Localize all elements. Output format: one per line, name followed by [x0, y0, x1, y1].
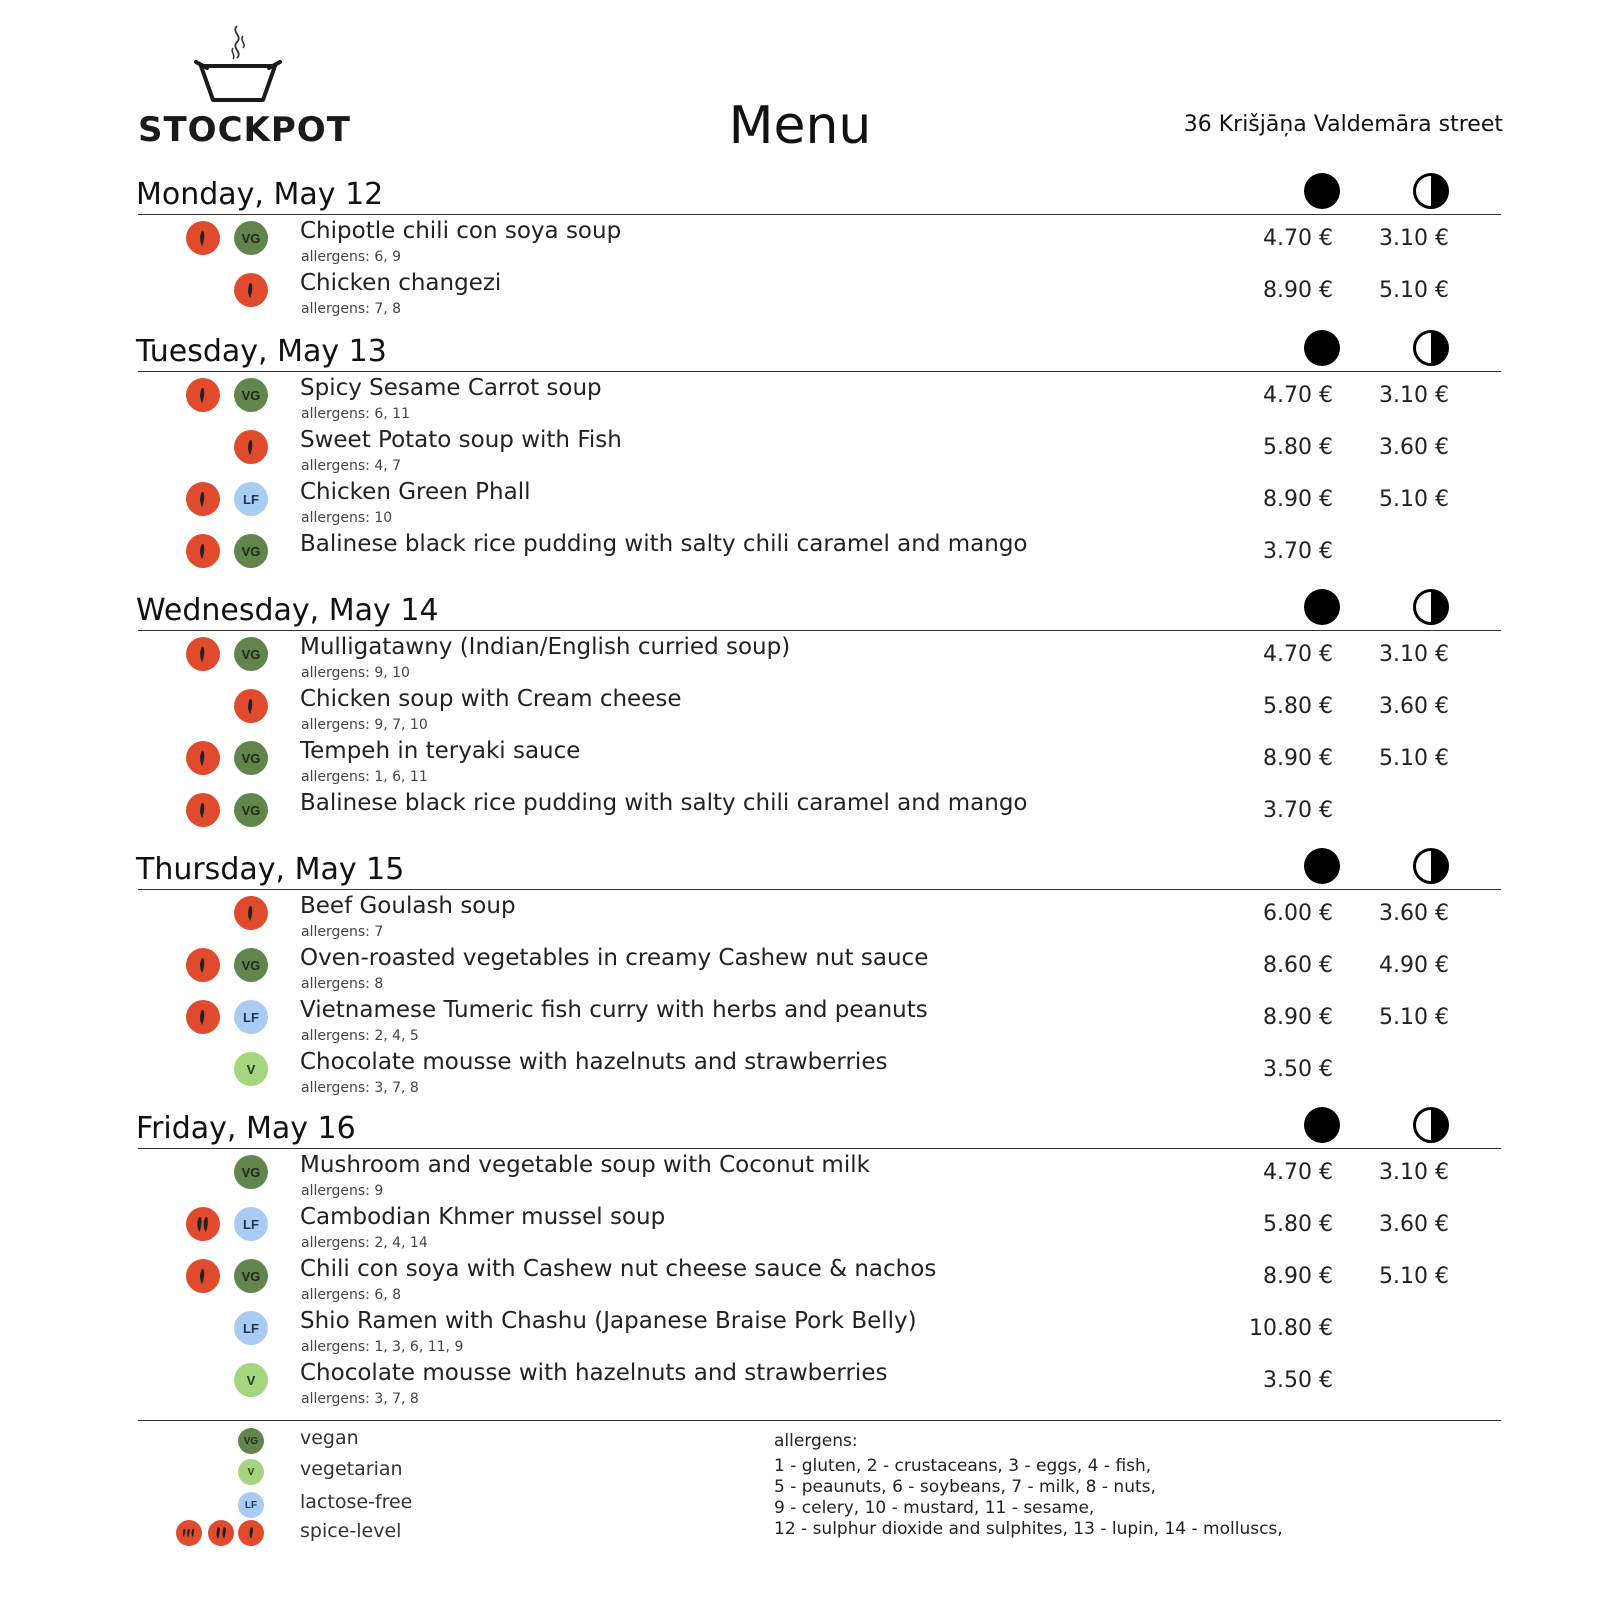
price-half-portion: 3.60 € — [1379, 435, 1449, 460]
day-section — [138, 849, 1501, 1098]
dish-row — [138, 424, 1501, 476]
vegan-badge-icon: VG — [234, 378, 268, 412]
allergen-key-line: 9 - celery, 10 - mustard, 11 - sesame, — [774, 1498, 1095, 1518]
price-full-portion: 8.90 € — [1263, 1264, 1333, 1289]
day-header — [138, 590, 1501, 631]
dish-allergens: allergens: 9 — [301, 1183, 384, 1199]
price-full-portion: 8.60 € — [1263, 953, 1333, 978]
allergen-key-title: allergens: — [774, 1431, 858, 1451]
dish-row — [138, 528, 1501, 580]
price-half-portion: 4.90 € — [1379, 953, 1449, 978]
dish-row — [138, 1253, 1501, 1305]
legend-lactose-free — [138, 1489, 738, 1519]
price-half-portion: 3.60 € — [1379, 1212, 1449, 1237]
dish-row — [138, 631, 1501, 683]
day-name: Thursday, May 15 — [136, 852, 405, 887]
chili-icon — [186, 1000, 220, 1034]
dish-name: Mushroom and vegetable soup with Coconut milk — [300, 1152, 870, 1178]
vegan-badge-icon: VG — [238, 1428, 264, 1454]
day-header — [138, 1108, 1501, 1149]
day-name: Wednesday, May 14 — [136, 593, 439, 628]
chili-icon — [234, 273, 268, 307]
full-circle-icon — [1304, 330, 1340, 366]
dish-name: Spicy Sesame Carrot soup — [300, 375, 602, 401]
chili-icon — [186, 741, 220, 775]
legend-vegetarian — [138, 1456, 738, 1486]
price-half-portion: 3.60 € — [1379, 694, 1449, 719]
chili-icon — [186, 221, 220, 255]
dish-row — [138, 1201, 1501, 1253]
dish-row — [138, 1149, 1501, 1201]
legend-lactose-free-label: lactose-free — [300, 1491, 413, 1513]
price-half-portion: 3.10 € — [1379, 226, 1449, 251]
dish-name: Balinese black rice pudding with salty chili caramel and mango — [300, 531, 1028, 557]
vegan-badge-icon: VG — [234, 793, 268, 827]
dish-allergens: allergens: 8 — [301, 976, 384, 992]
price-full-portion: 4.70 € — [1263, 226, 1333, 251]
vegan-badge-icon: VG — [234, 1155, 268, 1189]
price-full-portion: 8.90 € — [1263, 1005, 1333, 1030]
price-full-portion: 5.80 € — [1263, 694, 1333, 719]
dish-allergens: allergens: 3, 7, 8 — [301, 1391, 419, 1407]
logo-text: STOCKPOT — [138, 110, 351, 150]
price-full-portion: 8.90 € — [1263, 746, 1333, 771]
dish-name: Shio Ramen with Chashu (Japanese Braise Pork Belly) — [300, 1308, 917, 1334]
dish-name: Chocolate mousse with hazelnuts and strawberries — [300, 1049, 888, 1075]
chili-icon — [234, 430, 268, 464]
price-full-portion: 3.70 € — [1263, 798, 1333, 823]
dish-row — [138, 1357, 1501, 1409]
allergen-key-line: 1 - gluten, 2 - crustaceans, 3 - eggs, 4 - fish, — [774, 1456, 1152, 1476]
dish-name: Chicken changezi — [300, 270, 502, 296]
full-circle-icon — [1304, 1107, 1340, 1143]
dish-name: Cambodian Khmer mussel soup — [300, 1204, 666, 1230]
price-full-portion: 3.50 € — [1263, 1368, 1333, 1393]
dish-row — [138, 372, 1501, 424]
half-circle-icon — [1413, 848, 1449, 884]
half-circle-icon — [1413, 173, 1449, 209]
restaurant-address: 36 Krišjāņa Valdemāra street — [1183, 112, 1503, 137]
chili-double-icon — [186, 1207, 220, 1241]
lactose-free-badge-icon: LF — [234, 1000, 268, 1034]
dish-row — [138, 267, 1501, 319]
day-section — [138, 174, 1501, 319]
legend-spice-level-label: spice-level — [300, 1520, 402, 1542]
day-header — [138, 849, 1501, 890]
price-full-portion: 3.70 € — [1263, 539, 1333, 564]
dish-name: Vietnamese Tumeric fish curry with herbs and peanuts — [300, 997, 928, 1023]
dish-row — [138, 1046, 1501, 1098]
vegetarian-badge-icon: V — [234, 1052, 268, 1086]
price-full-portion: 4.70 € — [1263, 383, 1333, 408]
price-half-portion: 5.10 € — [1379, 1005, 1449, 1030]
dish-name: Chicken Green Phall — [300, 479, 531, 505]
day-name: Tuesday, May 13 — [136, 334, 387, 369]
day-section — [138, 590, 1501, 839]
full-circle-icon — [1304, 173, 1340, 209]
price-full-portion: 8.90 € — [1263, 487, 1333, 512]
dish-allergens: allergens: 6, 9 — [301, 249, 402, 265]
spice-level-2-icon — [208, 1520, 234, 1546]
price-full-portion: 6.00 € — [1263, 901, 1333, 926]
lactose-free-badge-icon: LF — [234, 1207, 268, 1241]
page-title: Menu — [728, 96, 872, 156]
dish-allergens: allergens: 7 — [301, 924, 384, 940]
price-full-portion: 3.50 € — [1263, 1057, 1333, 1082]
price-half-portion: 5.10 € — [1379, 1264, 1449, 1289]
chili-icon — [186, 1259, 220, 1293]
dish-allergens: allergens: 10 — [301, 510, 393, 526]
allergen-key — [774, 1431, 1283, 1540]
lactose-free-badge-icon: LF — [234, 482, 268, 516]
half-circle-icon — [1413, 589, 1449, 625]
dish-name: Chocolate mousse with hazelnuts and strawberries — [300, 1360, 888, 1386]
dish-allergens: allergens: 6, 8 — [301, 1287, 402, 1303]
price-full-portion: 5.80 € — [1263, 1212, 1333, 1237]
dish-name: Chili con soya with Cashew nut cheese sauce & nachos — [300, 1256, 937, 1282]
chili-icon — [186, 793, 220, 827]
dish-allergens: allergens: 9, 7, 10 — [301, 717, 428, 733]
vegan-badge-icon: VG — [234, 948, 268, 982]
price-full-portion: 4.70 € — [1263, 642, 1333, 667]
dish-row — [138, 1305, 1501, 1357]
vegetarian-badge-icon: V — [238, 1459, 264, 1485]
dish-allergens: allergens: 2, 4, 5 — [301, 1028, 419, 1044]
legend — [138, 1420, 1501, 1621]
dish-allergens: allergens: 3, 7, 8 — [301, 1080, 419, 1096]
price-half-portion: 3.60 € — [1379, 901, 1449, 926]
dish-name: Chipotle chili con soya soup — [300, 218, 622, 244]
price-half-portion: 5.10 € — [1379, 746, 1449, 771]
dish-name: Mulligatawny (Indian/English curried soup) — [300, 634, 791, 660]
legend-vegetarian-label: vegetarian — [300, 1458, 403, 1480]
full-circle-icon — [1304, 589, 1340, 625]
price-full-portion: 5.80 € — [1263, 435, 1333, 460]
vegetarian-badge-icon: V — [234, 1363, 268, 1397]
dish-allergens: allergens: 6, 11 — [301, 406, 410, 422]
lactose-free-badge-icon: LF — [238, 1492, 264, 1518]
dish-name: Chicken soup with Cream cheese — [300, 686, 682, 712]
lactose-free-badge-icon: LF — [234, 1311, 268, 1345]
dish-name: Oven-roasted vegetables in creamy Cashew nut sauce — [300, 945, 929, 971]
dish-row — [138, 735, 1501, 787]
chili-icon — [186, 948, 220, 982]
legend-vegan — [138, 1425, 738, 1455]
chili-icon — [186, 637, 220, 671]
chili-icon — [186, 534, 220, 568]
price-half-portion: 3.10 € — [1379, 1160, 1449, 1185]
chili-icon — [186, 378, 220, 412]
day-name: Monday, May 12 — [136, 177, 384, 212]
dish-name: Balinese black rice pudding with salty chili caramel and mango — [300, 790, 1028, 816]
dish-name: Tempeh in teryaki sauce — [300, 738, 581, 764]
dish-row — [138, 787, 1501, 839]
price-half-portion: 3.10 € — [1379, 383, 1449, 408]
spice-level-3-icon — [176, 1520, 202, 1546]
full-circle-icon — [1304, 848, 1340, 884]
dish-allergens: allergens: 1, 3, 6, 11, 9 — [301, 1339, 464, 1355]
legend-spice-level — [138, 1518, 738, 1548]
dish-allergens: allergens: 2, 4, 14 — [301, 1235, 428, 1251]
price-full-portion: 8.90 € — [1263, 278, 1333, 303]
vegan-badge-icon: VG — [234, 534, 268, 568]
day-header — [138, 174, 1501, 215]
vegan-badge-icon: VG — [234, 221, 268, 255]
day-header — [138, 331, 1501, 372]
allergen-key-line: 5 - peaunuts, 6 - soybeans, 7 - milk, 8 - nuts, — [774, 1477, 1156, 1497]
chili-icon — [186, 482, 220, 516]
dish-row — [138, 942, 1501, 994]
day-section — [138, 1108, 1501, 1409]
price-half-portion: 3.10 € — [1379, 642, 1449, 667]
price-half-portion: 5.10 € — [1379, 487, 1449, 512]
half-circle-icon — [1413, 330, 1449, 366]
allergen-key-line: 12 - sulphur dioxide and sulphites, 13 - lupin, 14 - molluscs, — [774, 1519, 1283, 1539]
vegan-badge-icon: VG — [234, 741, 268, 775]
spice-level-1-icon — [238, 1520, 264, 1546]
vegan-badge-icon: VG — [234, 1259, 268, 1293]
dish-allergens: allergens: 4, 7 — [301, 458, 402, 474]
dish-allergens: allergens: 9, 10 — [301, 665, 410, 681]
day-name: Friday, May 16 — [136, 1111, 356, 1146]
dish-name: Beef Goulash soup — [300, 893, 516, 919]
dish-row — [138, 683, 1501, 735]
chili-icon — [234, 896, 268, 930]
half-circle-icon — [1413, 1107, 1449, 1143]
price-full-portion: 10.80 € — [1249, 1316, 1333, 1341]
menu-header — [0, 0, 1600, 170]
price-full-portion: 4.70 € — [1263, 1160, 1333, 1185]
dish-allergens: allergens: 7, 8 — [301, 301, 402, 317]
chili-icon — [234, 689, 268, 723]
price-half-portion: 5.10 € — [1379, 278, 1449, 303]
day-section — [138, 331, 1501, 580]
legend-vegan-label: vegan — [300, 1427, 359, 1449]
dish-name: Sweet Potato soup with Fish — [300, 427, 622, 453]
dish-row — [138, 890, 1501, 942]
dish-row — [138, 215, 1501, 267]
dish-row — [138, 994, 1501, 1046]
dish-allergens: allergens: 1, 6, 11 — [301, 769, 428, 785]
vegan-badge-icon: VG — [234, 637, 268, 671]
dish-row — [138, 476, 1501, 528]
